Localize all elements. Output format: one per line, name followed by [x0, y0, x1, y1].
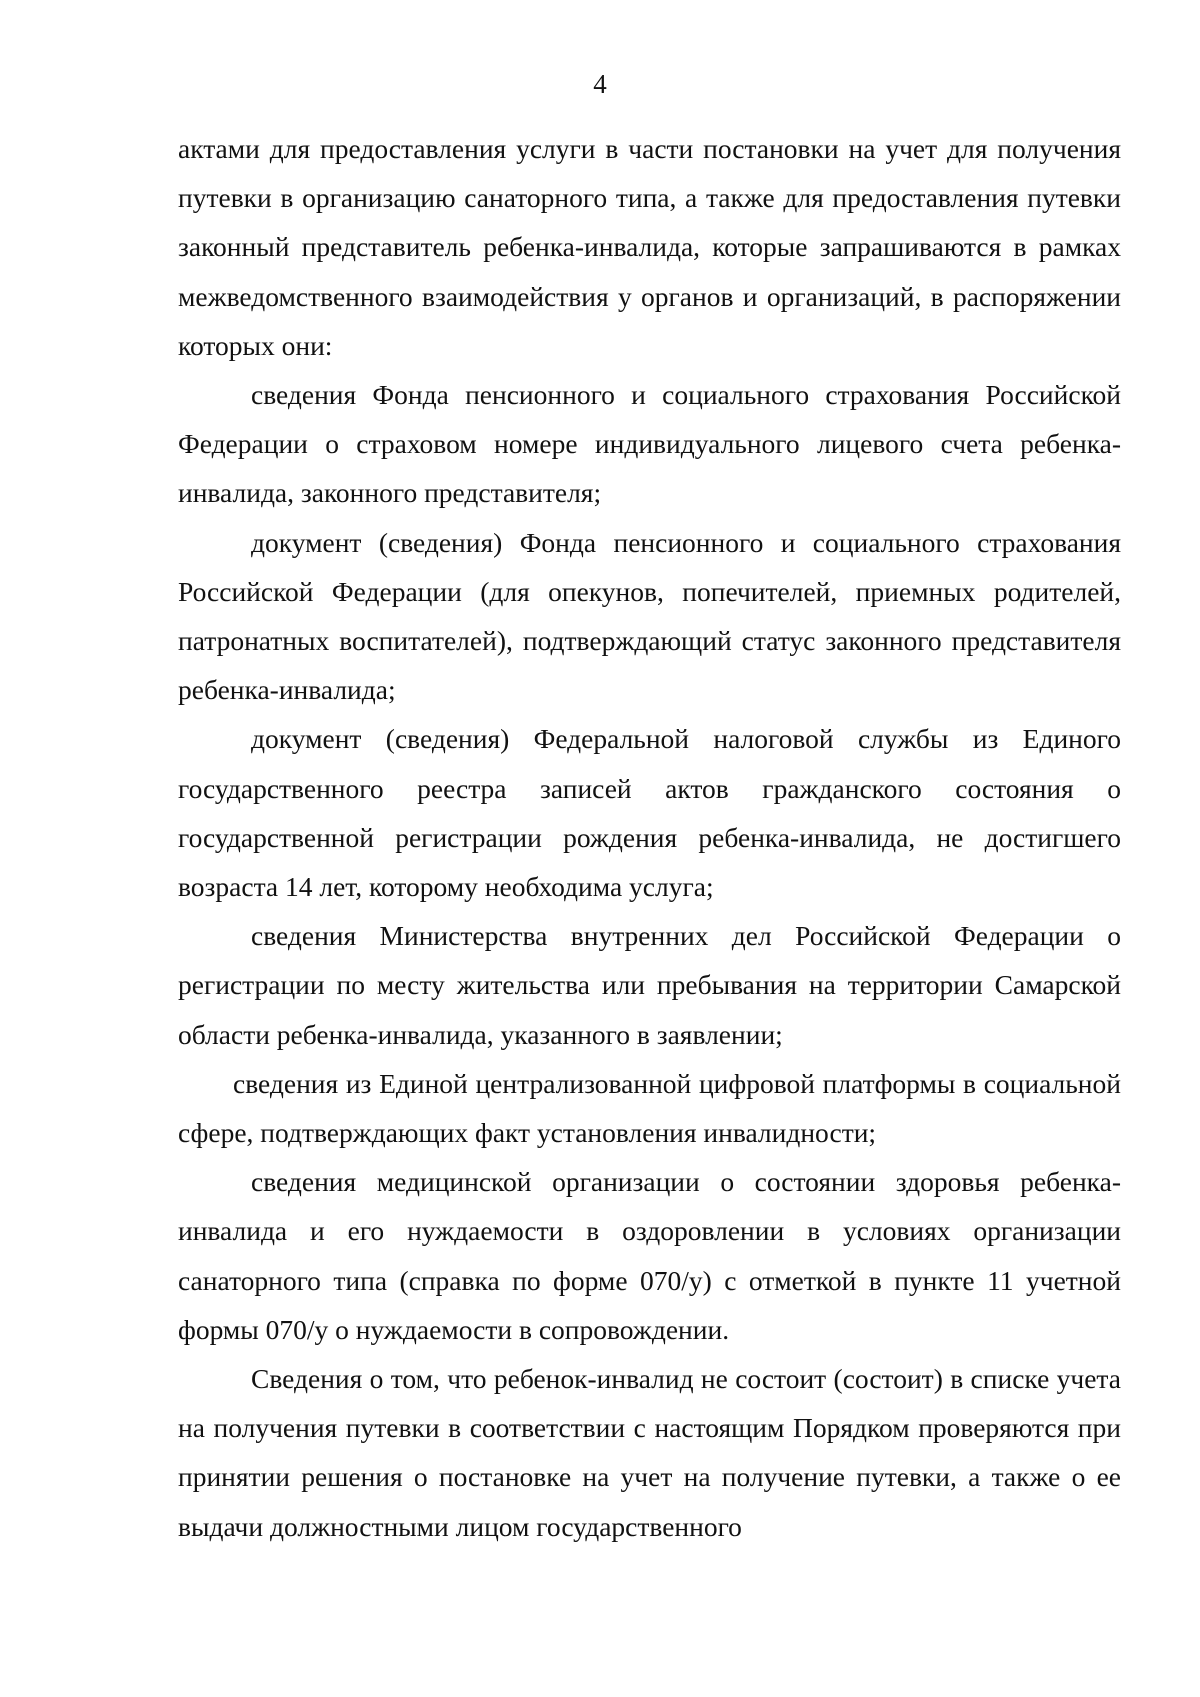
paragraph-pension-fund-snils: сведения Фонда пенсионного и социального страхования Российской Федерации о страховом номере индивидуального лицевого счета ребенка-инвалида, законного представителя; [178, 379, 1121, 509]
paragraph-legal-representative-status: документ (сведения) Фонда пенсионного и социального страхования Российской Федерации (для опекунов, попечителей, приемных родителей, патронатных воспитателей), подтверждающий статус законного представителя ребенка-инвалида; [178, 526, 1121, 706]
document-body [178, 124, 1121, 1551]
paragraph-registration-check: Сведения о том, что ребенок-инвалид не состоит (состоит) в списке учета на получения путевки в соответствии с настоящим Порядком проверяются при принятии решения о постановке на учет на получение путевки, а также о ее выдачи должностными лицом государственного [178, 1363, 1121, 1542]
paragraph-continued: актами для предоставления услуги в части постановки на учет для получения путевки в организацию санаторного типа, а также для предоставления путевки законный представитель ребенка-инвалида, которые запрашиваются в рамках межведомственного взаимодействия у органов и организаций, в распоряжении которых они: [178, 133, 1121, 361]
paragraph-residence-registration: сведения Министерства внутренних дел Российской Федерации о регистрации по месту жительства или пребывания на территории Самарской области ребенка-инвалида, указанного в заявлении; [178, 920, 1121, 1050]
page-number: 4 [593, 69, 607, 99]
paragraph-medical-certificate: сведения медицинской организации о состоянии здоровья ребенка-инвалида и его нуждаемости в оздоровлении в условиях организации санаторного типа (справка по форме 070/у) с отметкой в пункте 11 учетной формы 070/у о нуждаемости в сопровождении. [178, 1166, 1121, 1345]
paragraph-disability-platform: сведения из Единой централизованной цифровой платформы в социальной сфере, подтверждающих факт установления инвалидности; [178, 1067, 1121, 1149]
paragraph-birth-registration: документ (сведения) Федеральной налоговой службы из Единого государственного реестра записей актов гражданского состояния о государственной регистрации рождения ребенка-инвалида, не достигшего возраста 14 лет, которому необходима услуга; [178, 723, 1121, 903]
